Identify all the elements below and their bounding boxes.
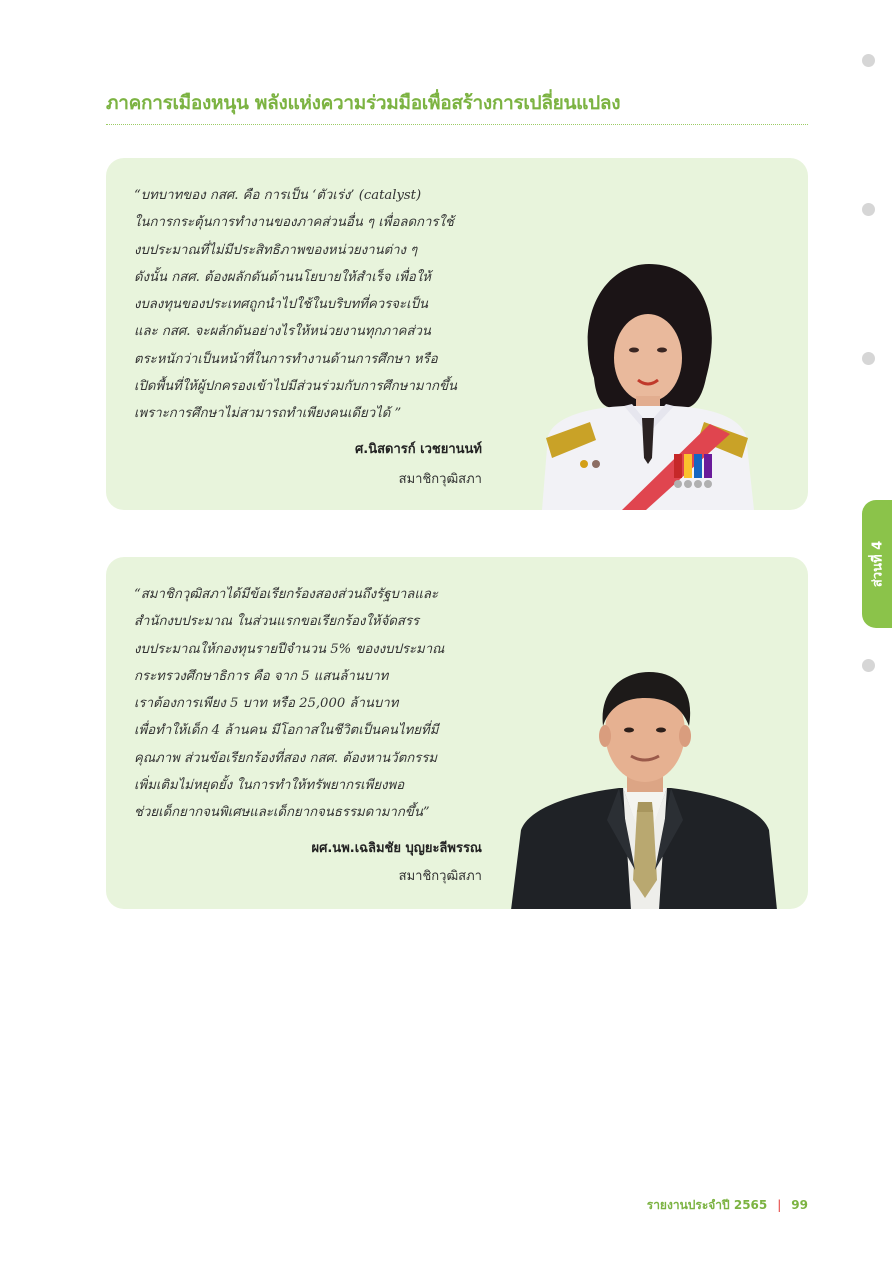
speaker-role-1: สมาชิกวุฒิสภา — [398, 472, 482, 487]
quote-line: ดังนั้น กสศ. ต้องผลักดันด้านนโยบายให้สำเร็จ เพื่อให้ — [134, 269, 431, 285]
quote-line: สำนักงบประมาณ ในส่วนแรกขอเรียกร้องให้จัดสรร — [134, 614, 420, 630]
quote-line: “สมาชิกวุฒิสภาได้มีข้อเรียกร้องสองส่วนถึงรัฐบาลและ — [134, 587, 439, 602]
section-dot-1[interactable] — [862, 54, 875, 67]
portrait-photo-1 — [534, 258, 760, 510]
page-title: ภาคการเมืองหนุน พลังแห่งความร่วมมือเพื่อสร้างการเปลี่ยนแปลง — [106, 92, 621, 114]
quote-line: ในการกระตุ้นการทำงานของภาคส่วนอื่น ๆ เพื่อลดการใช้ — [134, 215, 454, 231]
page-number: 99 — [791, 1198, 808, 1212]
quote-text-2 — [134, 581, 486, 827]
speaker-role-2: สมาชิกวุฒิสภา — [398, 869, 482, 884]
section-dot-3[interactable] — [862, 352, 875, 365]
section-dot-2[interactable] — [862, 203, 875, 216]
quote-line: กระทรวงศึกษาธิการ คือ จาก 5 แสนล้านบาท — [134, 668, 389, 684]
quote-card-1 — [106, 158, 808, 510]
quote-line: เพื่อทำให้เด็ก 4 ล้านคน มีโอกาสในชีวิตเป็นคนไทยที่มี — [134, 723, 439, 739]
quote-line: เพิ่มเติมไม่หยุดยั้ง ในการทำให้ทรัพยากรเพียงพอ — [134, 778, 405, 794]
quote-line: เปิดพื้นที่ให้ผู้ปกครองเข้าไปมีส่วนร่วมกับการศึกษามากขึ้น — [134, 379, 457, 395]
speaker-name-2: ผศ.นพ.เฉลิมชัย บุญยะลีพรรณ — [311, 841, 482, 856]
quote-card-2 — [106, 557, 808, 909]
quote-line: ช่วยเด็กยากจนพิเศษและเด็กยากจนธรรมดามากขึ้น” — [134, 805, 430, 821]
page-footer — [647, 1196, 808, 1215]
quote-line: และ กสศ. จะผลักดันอย่างไรให้หน่วยงานทุกภาคส่วน — [134, 324, 431, 340]
section-dot-5[interactable] — [862, 659, 875, 672]
speaker-name-1: ศ.นิสดารก์ เวชยานนท์ — [355, 442, 482, 457]
quote-line: งบประมาณที่ไม่มีประสิทธิภาพของหน่วยงานต่าง ๆ — [134, 242, 418, 258]
footer-separator: | — [777, 1198, 782, 1212]
quote-line: ตระหนักว่าเป็นหน้าที่ในการทำงานด้านการศึกษา หรือ — [134, 351, 438, 367]
section-tab-4[interactable] — [862, 500, 892, 628]
title-divider — [106, 124, 808, 125]
quote-line: “บทบาทของ กสศ. คือ การเป็น ‘ตัวเร่ง’ (catalyst) — [134, 188, 422, 203]
quote-line: คุณภาพ ส่วนข้อเรียกร้องที่สอง กสศ. ต้องหานวัตกรรม — [134, 750, 438, 766]
quote-line: เราต้องการเพียง 5 บาท หรือ 25,000 ล้านบาท — [134, 696, 399, 712]
report-title: รายงานประจำปี 2565 — [646, 1198, 768, 1212]
section-tab-label: ส่วนที่ 4 — [870, 540, 886, 588]
quote-line: งบลงทุนของประเทศถูกนำไปใช้ในบริบทที่ควรจะเป็น — [134, 297, 428, 313]
quote-text-1 — [134, 182, 486, 428]
quote-line: เพราะการศึกษาไม่สามารถทำเพียงคนเดียวได้ ” — [134, 406, 402, 422]
portrait-photo-2 — [511, 670, 779, 909]
quote-line: งบประมาณให้กองทุนรายปีจำนวน 5% ของงบประมาณ — [134, 641, 445, 657]
